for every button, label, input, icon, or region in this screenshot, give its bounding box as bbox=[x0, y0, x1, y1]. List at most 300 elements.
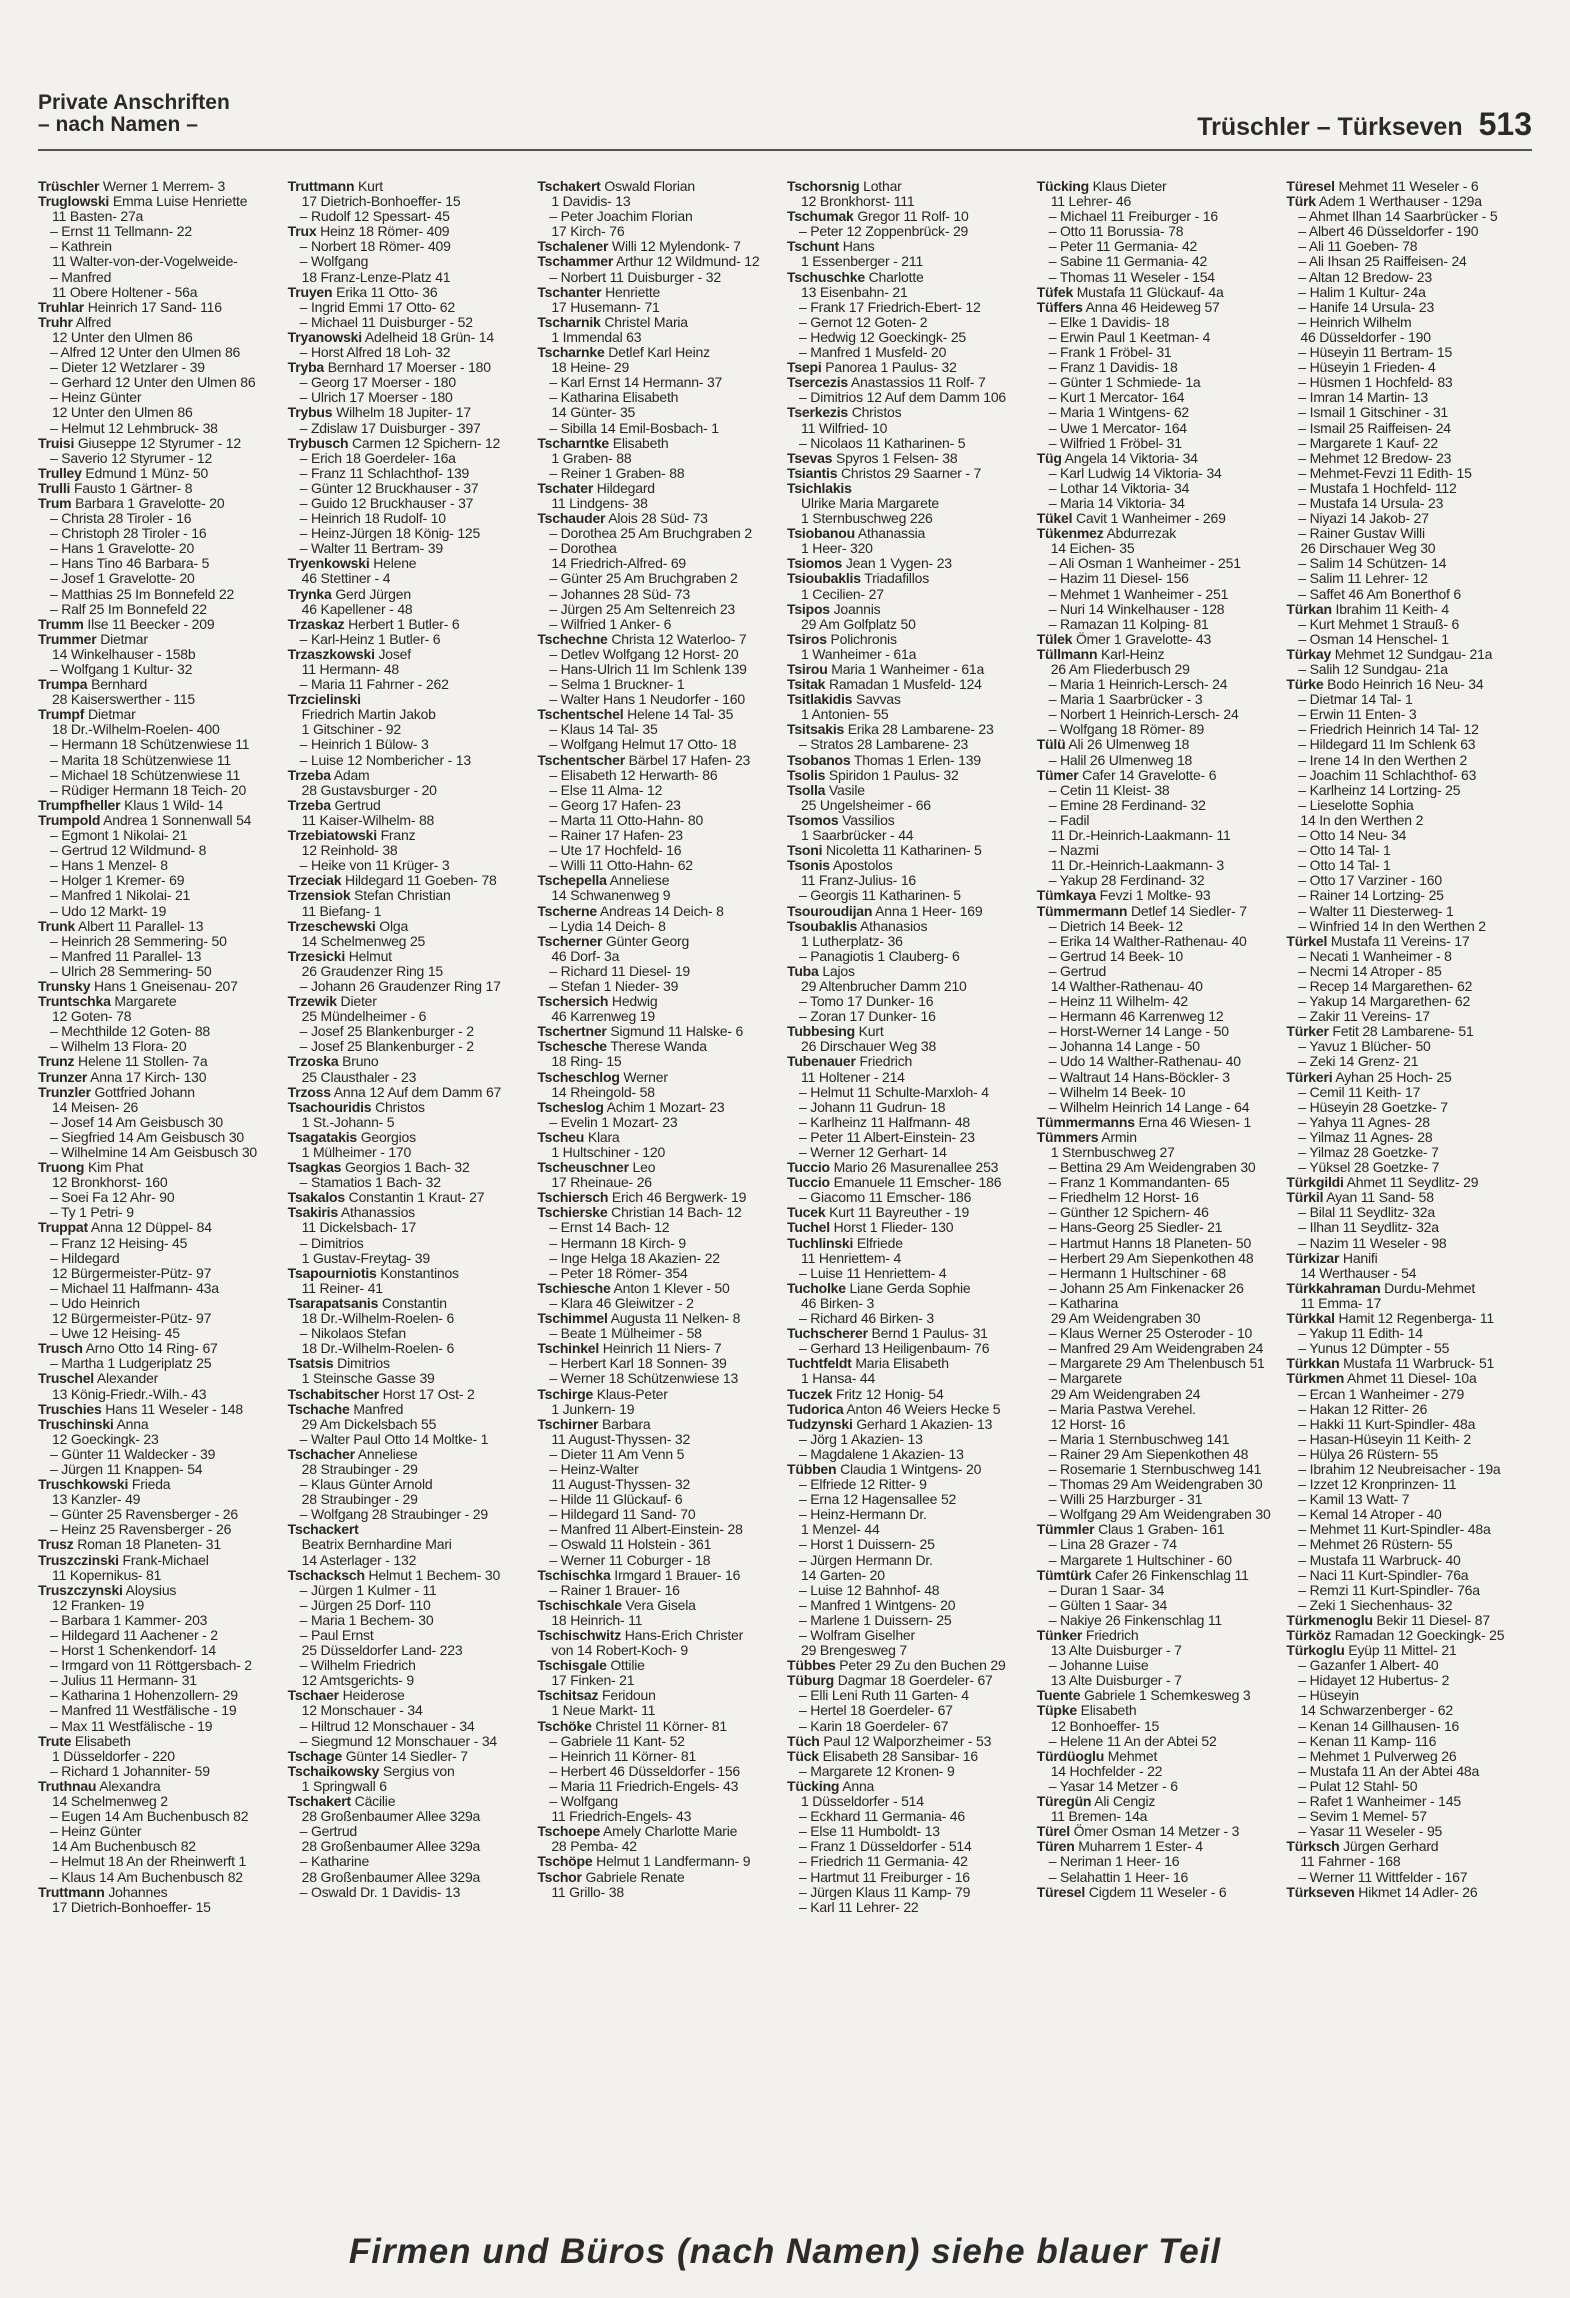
directory-entry: – Katharine bbox=[299, 1853, 370, 1870]
directory-entry: – Georgis 11 Katharinen- 5 bbox=[799, 887, 961, 904]
directory-entry: – Salim 11 Lehrer- 12 bbox=[1298, 570, 1428, 587]
directory-column-5 bbox=[1036, 178, 1283, 1900]
directory-entry: – Ingrid Emmi 17 Otto- 62 bbox=[299, 298, 455, 315]
directory-entry: Tryanowski Adelheid 18 Grün- 14 bbox=[287, 328, 494, 345]
directory-entry: – Manfred 1 Musfeld- 20 bbox=[799, 344, 947, 361]
directory-entry: Tück Elisabeth 28 Sansibar- 16 bbox=[787, 1747, 978, 1764]
directory-entry: – Karl-Heinz 1 Butler- 6 bbox=[299, 630, 441, 647]
directory-entry bbox=[288, 1522, 534, 1537]
directory-entry: Tülek Ömer 1 Gravelotte- 43 bbox=[1036, 630, 1212, 647]
directory-entry: 13 Alte Duisburger - 7 bbox=[1050, 1672, 1182, 1689]
directory-entry bbox=[288, 692, 534, 707]
entry-surname: Tschirge bbox=[537, 1385, 594, 1402]
directory-entry: Trzeschewski Olga bbox=[287, 917, 409, 934]
directory-entry: – Dieter 11 Am Venn 5 bbox=[549, 1445, 685, 1462]
directory-entry: Trzesicki Helmut bbox=[287, 947, 392, 964]
entry-surname: Tschorsnig bbox=[787, 178, 860, 194]
entry-surname: Tschoepe bbox=[537, 1823, 601, 1840]
directory-entry: – Kamil 13 Watt- 7 bbox=[1298, 1491, 1410, 1508]
entry-surname: Tryanowski bbox=[287, 328, 362, 345]
directory-entry: Tsonis Apostolos bbox=[787, 857, 893, 874]
directory-entry: Tschersich Hedwig bbox=[537, 993, 658, 1010]
directory-entry: – Hüseyin 28 Goetzke- 7 bbox=[1298, 1098, 1448, 1115]
directory-entry: – Helmut 11 Schulte-Marxloh- 4 bbox=[799, 1083, 989, 1100]
entry-surname: Tümmler bbox=[1036, 1521, 1095, 1538]
directory-entry: Trunz Helene 11 Stollen- 7a bbox=[38, 1053, 208, 1070]
directory-entry: Trunk Albert 11 Parallel- 13 bbox=[38, 917, 204, 934]
entry-surname: Türesel bbox=[1286, 178, 1335, 194]
directory-entry: – Josef 25 Blankenburger - 2 bbox=[299, 1023, 474, 1040]
directory-entry: – Kenan 14 Gillhausen- 16 bbox=[1298, 1717, 1460, 1734]
directory-entry: 1 Davidis- 13 bbox=[551, 193, 631, 210]
directory-entry: 26 Dirschauer Weg 30 bbox=[1300, 540, 1436, 557]
entry-surname: Tryenkowski bbox=[287, 555, 370, 572]
entry-surname: Tschentschel bbox=[537, 706, 624, 723]
directory-column-6 bbox=[1286, 178, 1532, 1900]
directory-entry: Truppat Anna 12 Düppel- 84 bbox=[38, 1219, 212, 1236]
directory-entry: Tsouroudijan Anna 1 Heer- 169 bbox=[787, 902, 983, 919]
entry-surname: Tsitak bbox=[787, 676, 826, 693]
entry-surname: Tuchtfeldt bbox=[787, 1355, 852, 1372]
entry-surname: Truttmann bbox=[38, 1883, 105, 1900]
directory-entry: – Heinz-Walter bbox=[549, 1460, 639, 1477]
directory-entry: – Hazim 11 Diesel- 156 bbox=[1048, 570, 1189, 587]
directory-entry: 25 Clausthaler - 23 bbox=[301, 1068, 417, 1085]
directory-entry: 11 Bremen- 14a bbox=[1050, 1808, 1148, 1825]
directory-entry: – Hans Tino 46 Barbara- 5 bbox=[50, 555, 210, 572]
directory-entry: 14 Friedrich-Alfred- 69 bbox=[551, 555, 687, 572]
directory-entry: – Nazmi bbox=[1048, 842, 1099, 859]
directory-entry: – Gülten 1 Saar- 34 bbox=[1048, 1596, 1168, 1613]
directory-entry: Tschischka Irmgard 1 Brauer- 16 bbox=[537, 1566, 741, 1583]
entry-surname: Tscharnke bbox=[537, 344, 605, 361]
section-heading-line2: – nach Namen – bbox=[38, 113, 198, 136]
directory-entry: – Willi 25 Harzburger - 31 bbox=[1048, 1491, 1203, 1508]
directory-entry: – Gernot 12 Goten- 2 bbox=[799, 313, 928, 330]
directory-entry: – Frank 1 Fröbel- 31 bbox=[1048, 344, 1172, 361]
directory-entry: 17 Husemann- 71 bbox=[551, 298, 660, 315]
directory-entry: Tudorica Anton 46 Weiers Hecke 5 bbox=[787, 1400, 1001, 1417]
directory-entry: – Horst-Werner 14 Lange - 50 bbox=[1048, 1023, 1229, 1040]
directory-entry: Trunzler Gottfried Johann bbox=[38, 1083, 195, 1100]
directory-entry: – Wilhelm 13 Flora- 20 bbox=[50, 1038, 187, 1055]
directory-entry: Türker Fetit 28 Lambarene- 51 bbox=[1286, 1023, 1474, 1040]
directory-entry: – Stratos 28 Lambarene- 23 bbox=[799, 736, 969, 753]
directory-entry: Tschischkale Vera Gisela bbox=[537, 1596, 696, 1613]
directory-entry: – Rafet 1 Wanheimer - 145 bbox=[1298, 1793, 1461, 1810]
entry-surname: Trunzler bbox=[38, 1083, 91, 1100]
directory-entry: Türdüoglu Mehmet bbox=[1036, 1747, 1158, 1764]
directory-entry: – Werner 18 Schützenwiese 13 bbox=[549, 1370, 739, 1387]
entry-surname: Tserkezis bbox=[787, 404, 848, 421]
directory-entry: – Ulrich 28 Semmering- 50 bbox=[50, 962, 212, 979]
entry-surname: Trulli bbox=[38, 479, 71, 496]
directory-entry: Tschunt Hans bbox=[787, 238, 875, 255]
directory-entry: – Dietmar 14 Tal- 1 bbox=[1298, 691, 1413, 708]
directory-entry: 1 Gustav-Freytag- 39 bbox=[301, 1249, 430, 1266]
directory-entry: Tsobanos Thomas 1 Erlen- 139 bbox=[787, 751, 981, 768]
directory-entry: 13 König-Friedr.-Wilh.- 43 bbox=[52, 1385, 207, 1402]
directory-entry: – Hülya 26 Rüstern- 55 bbox=[1298, 1445, 1438, 1462]
entry-surname: Trynka bbox=[287, 585, 332, 602]
directory-entry: Tsiros Polichronis bbox=[787, 630, 897, 647]
directory-entry: – Holger 1 Kremer- 69 bbox=[50, 872, 185, 889]
directory-entry: Tscharntke Elisabeth bbox=[537, 434, 669, 451]
entry-surname: Tüllmann bbox=[1036, 645, 1098, 662]
directory-entry: Tschorsnig Lothar bbox=[787, 178, 902, 194]
entry-surname: Tuchlinski bbox=[787, 1234, 854, 1251]
entry-surname: Türen bbox=[1036, 1838, 1075, 1855]
directory-entry: – Friedrich Heinrich 14 Tal- 12 bbox=[1298, 721, 1479, 738]
directory-entry: Tsatsis Dimitrios bbox=[287, 1355, 390, 1372]
entry-surname: Tschesche bbox=[537, 1038, 607, 1055]
directory-entry: 25 Ungelsheimer - 66 bbox=[801, 796, 931, 813]
directory-entry: – Heinrich Wilhelm bbox=[1298, 313, 1412, 330]
entry-surname: Trusz bbox=[38, 1536, 74, 1553]
directory-entry: 1 Heer- 320 bbox=[801, 540, 873, 557]
directory-entry: – Heinz-Hermann Dr. bbox=[799, 1506, 927, 1523]
directory-entry: 1 Junkern- 19 bbox=[551, 1400, 635, 1417]
entry-surname: Trzoska bbox=[287, 1053, 339, 1070]
directory-entry: 12 Unter den Ulmen 86 bbox=[52, 404, 193, 421]
directory-entry: Tsirou Maria 1 Wanheimer - 61a bbox=[787, 661, 985, 677]
entry-surname: Tsachouridis bbox=[287, 1098, 372, 1115]
entry-surname: Tscharntke bbox=[537, 434, 610, 451]
entry-surname: Tschierske bbox=[537, 1204, 608, 1221]
entry-surname: Tuccio bbox=[787, 1174, 830, 1191]
directory-entry: – Udo 12 Markt- 19 bbox=[50, 902, 167, 919]
directory-entry: von 14 Robert-Koch- 9 bbox=[551, 1642, 688, 1659]
directory-entry: – Inge Helga 18 Akazien- 22 bbox=[549, 1249, 720, 1266]
directory-entry: – Hildegard 11 Im Schlenk 63 bbox=[1298, 736, 1476, 753]
directory-entry: Türegün Ali Cengiz bbox=[1036, 1793, 1156, 1810]
directory-entry: – Walter Hans 1 Neudorfer - 160 bbox=[549, 691, 745, 708]
directory-entry: Türesel Mehmet 11 Weseler - 6 bbox=[1286, 178, 1479, 194]
entry-surname: Trzaskaz bbox=[287, 615, 345, 632]
directory-entry: Tschabitscher Horst 17 Ost- 2 bbox=[287, 1385, 475, 1402]
entry-surname: Türdüoglu bbox=[1036, 1747, 1105, 1764]
directory-entry: 11 Walter-von-der-Vogelweide- bbox=[52, 253, 238, 270]
directory-entry: – Otto 17 Varziner - 160 bbox=[1298, 872, 1442, 889]
directory-entry: Tucholke Liane Gerda Sophie bbox=[787, 1279, 971, 1296]
directory-entry: – Ali 11 Goeben- 78 bbox=[1298, 238, 1418, 255]
directory-entry: – Wolfgang Helmut 17 Otto- 18 bbox=[549, 736, 737, 753]
entry-surname: Truszczynski bbox=[38, 1581, 123, 1598]
directory-entry: – Horst Alfred 18 Loh- 32 bbox=[299, 344, 451, 361]
directory-entry: Tuchscherer Bernd 1 Paulus- 31 bbox=[787, 1325, 988, 1342]
directory-entry: – Ali Osman 1 Wanheimer - 251 bbox=[1048, 555, 1241, 572]
entry-surname: Tsevas bbox=[787, 449, 833, 466]
entry-surname: Tsiobanou bbox=[787, 525, 855, 542]
directory-entry: – Maria 11 Friedrich-Engels- 43 bbox=[549, 1777, 739, 1794]
directory-entry: – Halim 1 Kultur- 24a bbox=[1298, 283, 1426, 300]
directory-entry: 11 Henriettem- 4 bbox=[801, 1249, 902, 1266]
entry-surname: Tschuschke bbox=[787, 268, 865, 285]
directory-entry: Tükenmez Abdurrezak bbox=[1036, 525, 1177, 542]
directory-entry: – Hüsmen 1 Hochfeld- 83 bbox=[1298, 374, 1453, 391]
directory-entry: Tschakert Oswald Florian bbox=[537, 178, 695, 194]
directory-entry: – Hiltrud 12 Monschauer - 34 bbox=[299, 1717, 475, 1734]
directory-entry: Türkkan Mustafa 11 Warbruck- 51 bbox=[1286, 1355, 1495, 1372]
entry-surname: Trumpold bbox=[38, 811, 101, 828]
entry-surname: Türkeri bbox=[1286, 1068, 1333, 1085]
entry-surname: Tsagkas bbox=[287, 1159, 342, 1176]
directory-entry: 46 Stettiner - 4 bbox=[301, 570, 391, 587]
directory-entry: 46 Düsseldorfer - 190 bbox=[1300, 328, 1431, 345]
directory-entry: Trumm Ilse 11 Beecker - 209 bbox=[38, 615, 215, 632]
entry-surname: Tschöpe bbox=[537, 1853, 593, 1870]
entry-surname: Tscheuschner bbox=[537, 1159, 629, 1176]
entry-surname: Tschiersch bbox=[537, 1189, 609, 1206]
directory-entry: Truschinski Anna bbox=[38, 1415, 149, 1432]
entry-surname: Tümtürk bbox=[1036, 1566, 1092, 1583]
directory-entry: – Halil 26 Ulmenweg 18 bbox=[1048, 751, 1193, 768]
directory-entry: Tsakalos Constantin 1 Kraut- 27 bbox=[287, 1189, 485, 1206]
directory-entry: Tuchel Horst 1 Flieder- 130 bbox=[787, 1219, 954, 1236]
directory-entry: 28 Gustavsburger - 20 bbox=[301, 781, 437, 798]
directory-entry: – Rosemarie 1 Sternbuschweg 141 bbox=[1048, 1460, 1262, 1477]
directory-entry: – Johannes 28 Süd- 73 bbox=[549, 585, 690, 602]
directory-entry: 1 Düsseldorfer - 514 bbox=[801, 1793, 924, 1810]
directory-entry: Truschkowski Frieda bbox=[38, 1476, 171, 1493]
entry-surname: Truntschka bbox=[38, 993, 111, 1010]
directory-entry: – Nicolaos 11 Katharinen- 5 bbox=[799, 434, 966, 451]
directory-entry: – Horst 1 Schenkendorf- 14 bbox=[50, 1642, 217, 1659]
entry-surname: Trunzer bbox=[38, 1068, 88, 1085]
directory-entry: Tsioubaklis Triadafillos bbox=[787, 570, 930, 587]
entry-surname: Tükel bbox=[1036, 510, 1073, 527]
entry-surname: Truschies bbox=[38, 1400, 102, 1417]
entry-surname: Tümmermanns bbox=[1036, 1113, 1135, 1130]
directory-entry: – Maria 1 Wintgens- 62 bbox=[1048, 404, 1190, 421]
directory-entry: 12 Bonhoeffer- 15 bbox=[1050, 1717, 1160, 1734]
directory-entry: – Rainer 1 Brauer- 16 bbox=[549, 1581, 680, 1598]
entry-surname: Tschischkale bbox=[537, 1596, 622, 1613]
directory-entry: – Mehmet 1 Wanheimer - 251 bbox=[1048, 585, 1229, 602]
entry-surname: Türkkal bbox=[1286, 1310, 1335, 1327]
entry-surname: Trum bbox=[38, 494, 72, 511]
directory-entry: Tsolla Vasile bbox=[787, 781, 865, 798]
directory-entry: – Ibrahim 12 Neubreisacher - 19a bbox=[1298, 1460, 1501, 1477]
entry-surname: Tschertner bbox=[537, 1023, 607, 1040]
directory-entry: – Siegmund 12 Monschauer - 34 bbox=[299, 1732, 497, 1749]
directory-entry: 12 Bronkhorst- 160 bbox=[52, 1174, 168, 1191]
directory-entry: 13 Eisenbahn- 21 bbox=[801, 283, 908, 300]
directory-entry: – Rainer 14 Lortzing- 25 bbox=[1298, 887, 1444, 904]
entry-surname: Trybus bbox=[287, 404, 333, 421]
entry-surname: Trumpfheller bbox=[38, 796, 121, 813]
directory-entry: – Otto 14 Tal- 1 bbox=[1298, 842, 1391, 859]
directory-entry: 17 Finken- 21 bbox=[551, 1672, 635, 1689]
directory-entry: – Peter 11 Albert-Einstein- 23 bbox=[799, 1128, 975, 1145]
directory-entry: – Zakir 11 Vereins- 17 bbox=[1298, 1008, 1430, 1025]
directory-entry: – Wolfgang bbox=[549, 1793, 618, 1810]
entry-surname: Tsolla bbox=[787, 781, 826, 798]
entry-surname: Tubenauer bbox=[787, 1053, 856, 1070]
directory-entry: Türkizar Hanifi bbox=[1286, 1249, 1378, 1266]
directory-entry: – Wilhelm 14 Beek- 10 bbox=[1048, 1083, 1186, 1100]
directory-entry: – Wilhelm Heinrich 14 Lange - 64 bbox=[1048, 1098, 1250, 1115]
entry-surname: Trzewik bbox=[287, 993, 337, 1010]
directory-entry: 1 Lutherplatz- 36 bbox=[801, 932, 903, 949]
directory-entry: – Mustafa 14 Ursula- 23 bbox=[1298, 494, 1444, 511]
directory-entry: Tschitsaz Feridoun bbox=[537, 1687, 656, 1704]
directory-entry: – Maria 14 Viktoria- 34 bbox=[1048, 494, 1185, 511]
directory-entry: Tschisgale Ottilie bbox=[537, 1657, 645, 1674]
directory-entry: Trulley Edmund 1 Münz- 50 bbox=[38, 464, 209, 481]
entry-surname: Türkoglu bbox=[1286, 1642, 1345, 1659]
directory-entry: 28 Großenbaumer Allee 329a bbox=[301, 1838, 481, 1855]
directory-entry: 28 Großenbaumer Allee 329a bbox=[301, 1808, 481, 1825]
directory-entry: Türkkal Hamit 12 Regenberga- 11 bbox=[1286, 1310, 1494, 1327]
directory-entry: Tryba Bernhard 17 Moerser - 180 bbox=[287, 359, 491, 376]
entry-surname: Tschater bbox=[537, 479, 594, 496]
entry-surname: Trzesicki bbox=[287, 947, 346, 964]
directory-entry: Tschentschel Helene 14 Tal- 35 bbox=[537, 706, 734, 723]
entry-surname: Tscherne bbox=[537, 902, 597, 919]
entry-surname: Tschanter bbox=[537, 283, 602, 300]
directory-entry: Tschiersch Erich 46 Bergwerk- 19 bbox=[537, 1189, 747, 1206]
directory-entry: Tscharnik Christel Maria bbox=[537, 313, 688, 330]
directory-entry: – Josef 25 Blankenburger - 2 bbox=[299, 1038, 474, 1055]
directory-entry: Trumpa Bernhard bbox=[38, 676, 148, 693]
directory-entry: Truhlar Heinrich 17 Sand- 116 bbox=[38, 298, 222, 315]
directory-entry: Tudzynski Gerhard 1 Akazien- 13 bbox=[787, 1415, 993, 1432]
entry-surname: Türkay bbox=[1286, 645, 1332, 662]
directory-entry: 14 Am Buchenbusch 82 bbox=[52, 1838, 196, 1855]
directory-entry: – Michael 11 Duisburger - 52 bbox=[299, 313, 473, 330]
directory-entry: 14 Meisen- 26 bbox=[52, 1098, 139, 1115]
entry-surname: Tsiros bbox=[787, 630, 827, 647]
entry-surname: Trulley bbox=[38, 464, 82, 481]
entry-surname: Tscheslog bbox=[537, 1098, 604, 1115]
directory-entry: – Katharina bbox=[1048, 1294, 1119, 1311]
entry-surname: Truyen bbox=[287, 283, 333, 300]
directory-entry: – Mehmet 12 Bredow- 23 bbox=[1298, 449, 1452, 466]
directory-entry: Tschentscher Bärbel 17 Hafen- 23 bbox=[537, 751, 751, 768]
page-number: 513 bbox=[1478, 106, 1532, 142]
directory-entry: Tüpke Elisabeth bbox=[1036, 1702, 1137, 1719]
directory-entry: – Richard 46 Birken- 3 bbox=[799, 1310, 934, 1327]
entry-surname: Tsirou bbox=[787, 661, 828, 677]
entry-surname: Tücking bbox=[787, 1777, 840, 1794]
directory-entry: 14 Winkelhauser - 158b bbox=[52, 645, 196, 662]
directory-entry: Trux Heinz 18 Römer- 409 bbox=[287, 223, 450, 240]
entry-surname: Trusch bbox=[38, 1340, 83, 1357]
directory-entry: – Maria 11 Fahrner - 262 bbox=[299, 676, 449, 693]
directory-entry: Trummer Dietmar bbox=[38, 630, 148, 647]
directory-entry: Trum Barbara 1 Gravelotte- 20 bbox=[38, 494, 225, 511]
directory-entry: – Paul Ernst bbox=[299, 1627, 374, 1643]
directory-entry: – Hermann 18 Schützenwiese 11 bbox=[50, 736, 250, 753]
directory-entry: Tschesche Therese Wanda bbox=[537, 1038, 707, 1055]
entry-surname: Tsoubaklis bbox=[787, 917, 858, 934]
directory-entry: Tuente Gabriele 1 Schemkesweg 3 bbox=[1036, 1687, 1251, 1704]
directory-entry: Tucek Kurt 11 Bayreuther - 19 bbox=[787, 1204, 970, 1221]
directory-entry: Truthnau Alexandra bbox=[38, 1777, 161, 1794]
directory-entry: Türkgildi Ahmet 11 Seydlitz- 29 bbox=[1286, 1174, 1479, 1191]
directory-entry: – Heinz-Jürgen 18 König- 125 bbox=[299, 525, 481, 542]
directory-entry: – Thomas 11 Weseler - 154 bbox=[1048, 268, 1215, 285]
directory-entry: Tschepella Anneliese bbox=[537, 872, 670, 889]
entry-surname: Tsomos bbox=[787, 811, 839, 828]
directory-column-4 bbox=[787, 178, 1033, 1915]
directory-entry: 1 Sternbuschweg 27 bbox=[1050, 1144, 1175, 1160]
directory-entry: 11 Dickelsbach- 17 bbox=[301, 1219, 417, 1236]
directory-entry: – Otto 11 Borussia- 78 bbox=[1048, 223, 1184, 240]
directory-entry: – Erich 18 Goerdeler- 16a bbox=[299, 449, 456, 466]
directory-entry: – Maria Pastwa Verehel. bbox=[1048, 1400, 1196, 1417]
entry-surname: Trybusch bbox=[287, 434, 349, 451]
directory-entry: 14 Schwanenweg 9 bbox=[551, 887, 671, 904]
entry-surname: Trumpa bbox=[38, 676, 88, 693]
directory-entry: – Detlev Wolfgang 12 Horst- 20 bbox=[549, 645, 739, 662]
directory-entry: – Yakup 11 Edith- 14 bbox=[1298, 1325, 1423, 1342]
directory-entry: – Michael 11 Freiburger - 16 bbox=[1048, 208, 1218, 225]
directory-entry: – Werner 11 Wittfelder - 167 bbox=[1298, 1868, 1468, 1885]
directory-entry: – Heinz Günter bbox=[50, 1823, 142, 1840]
directory-entry: – Reiner 1 Graben- 88 bbox=[549, 464, 685, 481]
entry-surname: Türköz bbox=[1286, 1627, 1332, 1643]
directory-entry: – Nuri 14 Winkelhauser - 128 bbox=[1048, 600, 1225, 617]
entry-surname: Trzensiok bbox=[287, 887, 351, 904]
directory-entry: Trzoska Bruno bbox=[287, 1053, 379, 1070]
directory-entry: Trzewik Dieter bbox=[287, 993, 377, 1010]
directory-entry: – Klaus Werner 25 Osteroder - 10 bbox=[1048, 1325, 1253, 1342]
directory-entry: Tuccio Emanuele 11 Emscher- 186 bbox=[787, 1174, 1002, 1191]
directory-entry: – Ahmet Ilhan 14 Saarbrücker - 5 bbox=[1298, 208, 1498, 225]
entry-surname: Truppat bbox=[38, 1219, 88, 1236]
directory-entry: 29 Am Weidengraben 30 bbox=[1050, 1310, 1201, 1327]
directory-entry: – Hermann 46 Karrenweg 12 bbox=[1048, 1008, 1224, 1025]
directory-entry: Tüg Angela 14 Viktoria- 34 bbox=[1036, 449, 1198, 466]
directory-entry: – Salih 12 Sundgau- 21a bbox=[1298, 661, 1448, 677]
directory-entry: Tsepi Panorea 1 Paulus- 32 bbox=[787, 359, 957, 376]
directory-entry: Tübbes Peter 29 Zu den Buchen 29 bbox=[787, 1657, 1006, 1674]
directory-entry: – Mustafa 11 An der Abtei 48a bbox=[1298, 1762, 1480, 1779]
directory-entry: – Günter 11 Waldecker - 39 bbox=[50, 1445, 216, 1462]
directory-entry: Tümmers Armin bbox=[1036, 1128, 1137, 1145]
directory-entry: 1 Neue Markt- 11 bbox=[551, 1702, 656, 1719]
directory-entry: – Horst 1 Duissern- 25 bbox=[799, 1536, 935, 1553]
directory-entry: Tücking Klaus Dieter bbox=[1036, 178, 1167, 194]
directory-entry: – Erna 12 Hagensallee 52 bbox=[799, 1491, 957, 1508]
directory-entry: Tsitak Ramadan 1 Musfeld- 124 bbox=[787, 676, 982, 693]
directory-entry: Tscherner Günter Georg bbox=[537, 932, 690, 949]
directory-entry: – Ilhan 11 Seydlitz- 32a bbox=[1298, 1219, 1439, 1236]
directory-entry: – Manfred 11 Parallel- 13 bbox=[50, 947, 202, 964]
directory-entry: – Julius 11 Hermann- 31 bbox=[50, 1672, 197, 1689]
directory-entry: – Nikolaos Stefan bbox=[299, 1325, 407, 1342]
directory-column-1 bbox=[38, 178, 284, 1915]
directory-entry: – Franz 1 Davidis- 18 bbox=[1048, 359, 1178, 376]
directory-entry: Türel Ömer Osman 14 Metzer - 3 bbox=[1036, 1823, 1240, 1840]
directory-entry: Tschacksch Helmut 1 Bechem- 30 bbox=[287, 1566, 501, 1583]
directory-entry: – Heinrich 18 Rudolf- 10 bbox=[299, 510, 446, 527]
directory-entry: 1 Springwall 6 bbox=[301, 1777, 387, 1794]
directory-entry: Tsitlakidis Savvas bbox=[787, 691, 901, 708]
directory-entry: – Walter Paul Otto 14 Moltke- 1 bbox=[299, 1430, 489, 1447]
directory-entry: 28 Großenbaumer Allee 329a bbox=[301, 1868, 481, 1885]
directory-entry: 18 Dr.-Wilhelm-Roelen- 6 bbox=[301, 1310, 455, 1327]
directory-entry: – Norbert 1 Heinrich-Lersch- 24 bbox=[1048, 706, 1239, 723]
entry-surname: Trummer bbox=[38, 630, 97, 647]
directory-entry: 11 Friedrich-Engels- 43 bbox=[551, 1808, 692, 1825]
directory-entry: 11 Fahrner - 168 bbox=[1300, 1853, 1401, 1870]
directory-entry: – Rainer 29 Am Siepenkothen 48 bbox=[1048, 1445, 1249, 1462]
directory-entry: 28 Pemba- 42 bbox=[551, 1838, 637, 1855]
entry-surname: Tsakiris bbox=[287, 1204, 338, 1221]
